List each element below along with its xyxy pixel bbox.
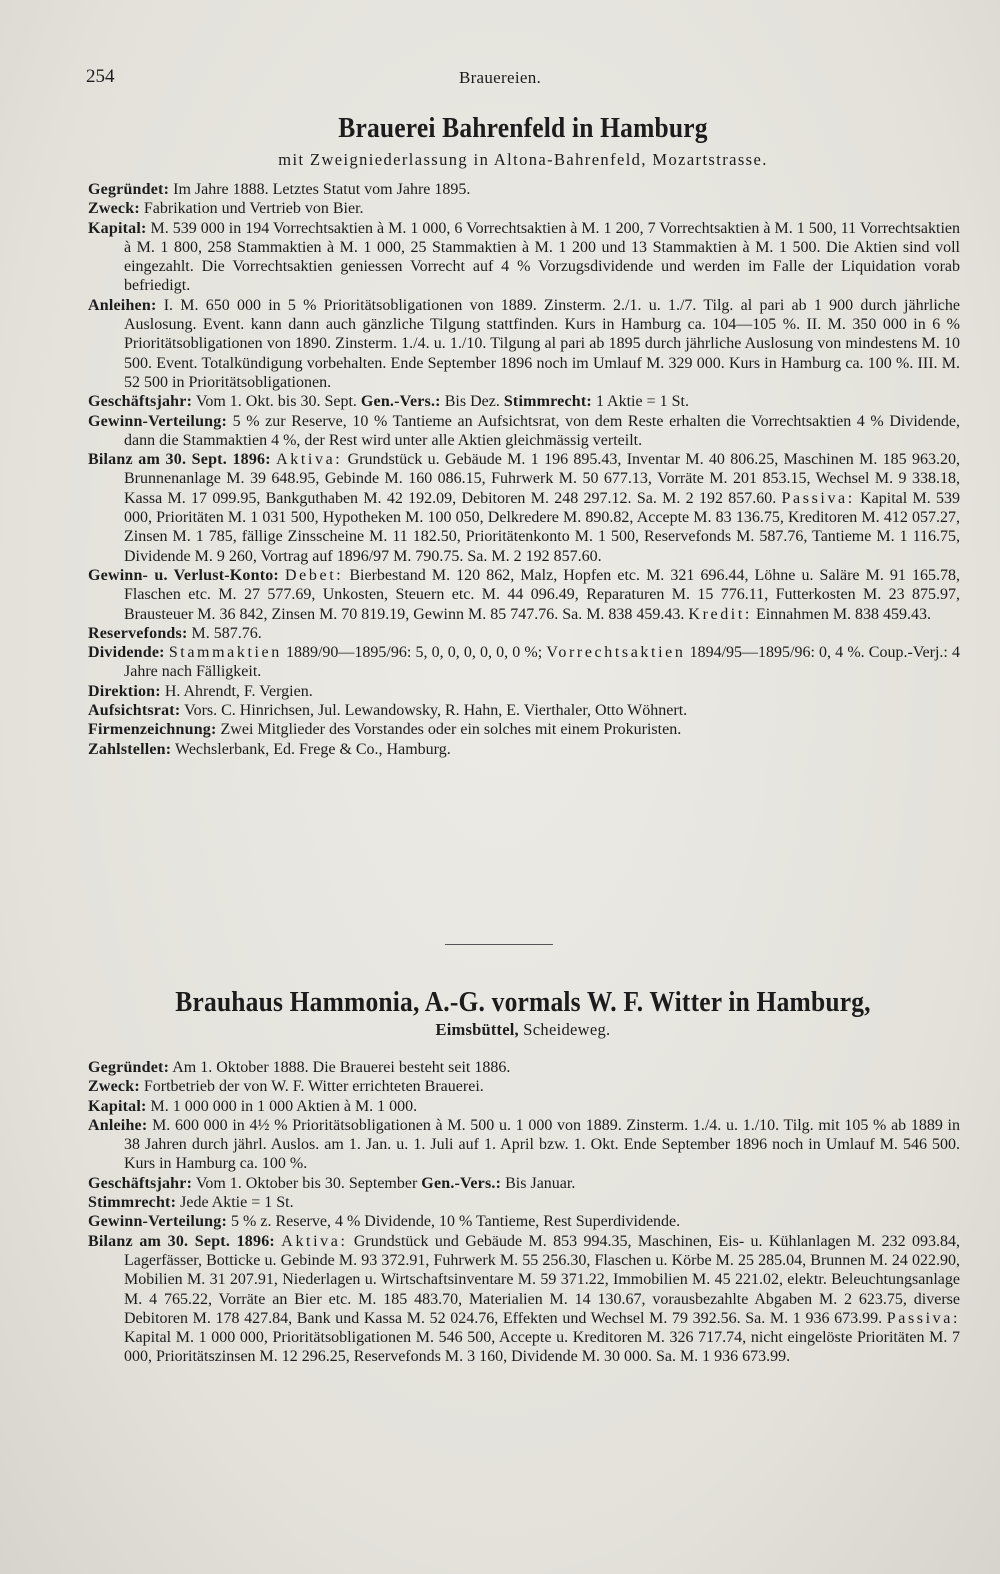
- entry-label: Anleihen:: [88, 296, 157, 314]
- entry-text: Einnahmen M. 838 459.43.: [751, 605, 932, 623]
- entry-label: Bilanz am 30. Sept. 1896:: [88, 451, 271, 469]
- entry-label: Zweck:: [88, 200, 140, 218]
- entry: [88, 296, 960, 392]
- entry-text: 1 Aktie = 1 St.: [591, 393, 689, 411]
- entry: [88, 682, 960, 701]
- entry-label: Dividende:: [88, 644, 165, 662]
- page-number: 254: [86, 66, 115, 87]
- entry-text: Grundstück u. Gebäude M. 1 196 895.43, Inventar M. 40 806.25, Maschinen M. 185 963.20, Brunnenanlage M. 39 648.95, Gebinde M. 160 086.15, Fuhrwerk M. 50 677.13, Vorräte M. 201 853.15, Wechsel M. 9 338.18, Kassa M. 17 099.95, Bankguthaben M. 42 192.09, Debitoren M. 248 297.12. Sa. M. 2 192 857.60.: [124, 451, 961, 507]
- entry-label: Gewinn-Verteilung:: [88, 412, 228, 430]
- entry-text: Vom 1. Okt. bis 30. Sept.: [192, 393, 361, 411]
- entry-label: Kapital:: [88, 1097, 147, 1115]
- entry-label: Geschäftsjahr:: [88, 1174, 193, 1192]
- company-section-1: [88, 180, 960, 759]
- entry-label: Gen.-Vers.:: [360, 393, 441, 411]
- entry-text: Kapital M. 539 000, Prioritäten M. 1 031 500, Hypotheken M. 100 050, Delkredere M. 890.82, Accepte M. 83 136.75, Kreditoren M. 412 057.27, Zinsen M. 1 785, fällige Zinsscheine M. 11 182.50, Prioritätenkonto M. 1 500, Reservefonds M. 587.76, Tantieme M. 1 116.75, Dividende M. 9 260, Vortrag auf 1896/97 M. 790.75. Sa. M. 2 192 857.60.: [124, 489, 961, 565]
- entry-text: Am 1. Oktober 1888. Die Brauerei besteht seit 1886.: [169, 1059, 511, 1076]
- entry-label: Aufsichtsrat:: [88, 702, 181, 720]
- entry-text: 5 % zur Reserve, 10 % Tantieme an Aufsichtsrat, von dem Reste erhalten die Vorrechtsaktien 4 % Dividende, dann die Stammaktien 4 %, der Rest wird unter alle Aktien gleichmässig verteilt.: [124, 412, 960, 449]
- entry-text: Fabrikation und Vertrieb von Bier.: [139, 200, 364, 218]
- spaced-term: Passiva:: [886, 1309, 960, 1327]
- entry-label: Geschäftsjahr:: [88, 393, 193, 411]
- spaced-term: Kredit:: [688, 605, 752, 623]
- entry-label: Zahlstellen:: [88, 740, 172, 758]
- entry-label: Kapital:: [88, 219, 147, 237]
- entry-text: Jede Aktie = 1 St.: [176, 1194, 294, 1212]
- entry-text: Grundstück und Gebäude M. 853 994.35, Maschinen, Eis- u. Kühlanlagen M. 232 093.84, Lagerfässer, Botticke u. Gebinde M. 93 372.91, Fuhrwerk M. 55 256.30, Flaschen u. Körbe M. 25 285.04, Brunnen M. 24 022.90, Mobilien M. 31 207.91, Niederlagen u. Wirtschaftsinventare M. 59 371.22, Immobilien M. 45 221.02, elektr. Beleuchtungsanlage M. 4 765.22, Vorräte an Bier etc. M. 185 483.70, Materialien M. 14 130.67, vorausbezahlte Abgaben M. 2 623.75, diverse Debitoren M. 178 427.84, Bank und Kassa M. 52 024.76, Effekten und Wechsel M. 79 392.56. Sa. M. 1 936 673.99.: [124, 1232, 960, 1327]
- entry-label: Direktion:: [88, 682, 161, 700]
- entry: [88, 701, 960, 720]
- spaced-term: Passiva:: [781, 489, 855, 507]
- entry-label: Stimmrecht:: [503, 393, 592, 411]
- spaced-term: Aktiva:: [281, 1232, 348, 1250]
- entry-label: Eimsbüttel,: [435, 1020, 519, 1039]
- entry-label: Zweck:: [88, 1078, 140, 1096]
- entry-text: 5 % z. Reserve, 4 % Dividende, 10 % Tantieme, Rest Superdividende.: [227, 1213, 681, 1231]
- entry-label: Gegründet:: [88, 181, 170, 198]
- spaced-term: Stammaktien: [168, 644, 282, 662]
- entry: [88, 720, 960, 739]
- entry: [88, 740, 960, 759]
- spaced-term: Debet:: [285, 566, 344, 584]
- entry-label: Anleihe:: [88, 1116, 148, 1134]
- entry-text: Wechslerbank, Ed. Frege & Co., Hamburg.: [171, 740, 451, 758]
- entry: [88, 566, 960, 624]
- entry-label: Firmenzeichnung:: [88, 721, 217, 739]
- entry: [88, 1174, 960, 1193]
- entry-text: Bis Dez.: [440, 393, 504, 411]
- entry: [88, 392, 960, 411]
- entry-text: Fortbetrieb der von W. F. Witter errichteten Brauerei.: [139, 1078, 484, 1096]
- entry-text: Vors. C. Hinrichsen, Jul. Lewandowsky, R. Hahn, E. Vierthaler, Otto Wöhnert.: [180, 702, 688, 720]
- running-title: Brauereien.: [458, 68, 542, 87]
- entry-text: Bierbestand M. 120 862, Malz, Hopfen etc. M. 321 696.44, Löhne u. Saläre M. 91 165.78, Flaschen etc. M. 27 577.69, Unkosten, Steuern etc. M. 44 096.49, Reparaturen M. 15 776.11, Futterkosten M. 23 875.97, Brausteuer M. 36 842, Zinsen M. 70 819.19, Gewinn M. 85 747.76. Sa. M. 838 459.43.: [124, 566, 960, 623]
- entry-text: Kapital M. 1 000 000, Prioritätsobligationen M. 546 500, Accepte u. Kreditoren M. 326 717.74, nicht eingelöste Prioritäten M. 7 000, Prioritätszinsen M. 12 296.25, Reservefonds M. 3 160, Dividende M. 30 000. Sa. M. 1 936 673.99.: [124, 1329, 960, 1366]
- entry-text: mit Zweigniederlassung in Altona-Bahrenfeld, Mozartstrasse.: [278, 150, 768, 169]
- entry: [88, 1097, 960, 1116]
- entry-text: Bis Januar.: [501, 1174, 576, 1192]
- entry: [88, 412, 960, 451]
- entry-text: Im Jahre 1888. Letztes Statut vom Jahre 1895.: [169, 181, 471, 198]
- entry: [88, 1212, 960, 1231]
- entry-label: Gegründet:: [88, 1059, 170, 1076]
- spaced-term: Aktiva:: [276, 451, 343, 469]
- entry: [88, 1058, 960, 1077]
- entry: [88, 1232, 960, 1367]
- entry-label: Reservefonds:: [88, 624, 188, 642]
- entry-text: 1894/95—1895/96: 0, 4 %. Coup.-Verj.: 4 Jahre nach Fälligkeit.: [124, 644, 961, 681]
- entry: [88, 180, 960, 199]
- entry-text: Vom 1. Oktober bis 30. September: [192, 1174, 422, 1192]
- section-divider: [445, 944, 553, 945]
- entry-text: M. 600 000 in 4½ % Prioritätsobligationen à M. 500 u. 1 000 von 1889. Zinsterm. 1./4. u. 1./10. Tilg. mit 105 % ab 1889 in 38 Jahren durch jährl. Auslos. am 1. Jan. u. 1. Juli auf 1. April bzw. 1. Okt. Ende September 1896 noch in Umlauf M. 546 500. Kurs in Hamburg ca. 100 %.: [124, 1116, 960, 1173]
- company-subtitle-2: [86, 1020, 960, 1040]
- entry-label: Bilanz am 30. Sept. 1896:: [88, 1232, 275, 1250]
- entry: [88, 450, 960, 566]
- entry: [88, 1077, 960, 1096]
- spaced-term: Vorrechtsaktien: [546, 644, 686, 662]
- entry-text: H. Ahrendt, F. Vergien.: [160, 682, 313, 700]
- entry: [88, 1193, 960, 1212]
- entry-text: M. 587.76.: [187, 624, 262, 642]
- company-title-1: Brauerei Bahrenfeld in Hamburg: [338, 112, 708, 144]
- company-section-2: [88, 1058, 960, 1367]
- company-subtitle-1: [86, 150, 960, 170]
- entry-text: 1889/90—1895/96: 5, 0, 0, 0, 0, 0, 0 %;: [281, 644, 547, 662]
- entry-text: M. 1 000 000 in 1 000 Aktien à M. 1 000.: [146, 1097, 418, 1115]
- entry-text: M. 539 000 in 194 Vorrechtsaktien à M. 1 000, 6 Vorrechtsaktien à M. 1 200, 7 Vorrechtsaktien à M. 1 500, 11 Vorrechtsaktien à M. 1 800, 258 Stammaktien à M. 1 000, 25 Stammaktien à M. 1 200 und 13 Stammaktien à M. 1 500. Die Aktien sind voll eingezahlt. Die Vorrechtsaktien geniessen Vorrecht auf 4 % Vorzugsdividende und werden im Falle der Liquidation vorab befriedigt.: [124, 219, 960, 295]
- entry-label: Gewinn- u. Verlust-Konto:: [88, 566, 279, 584]
- entry-text: I. M. 650 000 in 5 % Prioritätsobligationen von 1889. Zinsterm. 2./1. u. 1./7. Tilg. al pari ab 1 900 durch jährliche Auslosung. Event. kann dann auch gänzliche Tilgung stattfinden. Kurs in Hamburg ca. 104—105 %. II. M. 350 000 in 6 % Prioritätsobligationen von 1890. Zinsterm. 1./4. u. 1./10. Tilgung al pari ab 1895 durch jährliche Auslosung von mindestens M. 10 500. Event. Totalkündigung vorbehalten. Ende September 1896 noch im Umlauf M. 329 000. Kurs in Hamburg ca. 100 %. III. M. 52 500 in Prioritätsobligationen.: [124, 296, 960, 391]
- entry-label: Gewinn-Verteilung:: [88, 1213, 228, 1231]
- entry: [88, 219, 960, 296]
- company-title-2: Brauhaus Hammonia, A.-G. vormals W. F. Witter in Hamburg,: [175, 986, 871, 1018]
- entry-text: Zwei Mitglieder des Vorstandes oder ein solches mit einem Prokuristen.: [216, 721, 682, 739]
- entry-text: Scheideweg.: [518, 1020, 611, 1039]
- entry: [88, 1116, 960, 1174]
- entry: [88, 643, 960, 682]
- entry-label: Gen.-Vers.:: [421, 1174, 502, 1192]
- entry: [88, 199, 960, 218]
- entry: [88, 624, 960, 643]
- entry-label: Stimmrecht:: [88, 1194, 177, 1212]
